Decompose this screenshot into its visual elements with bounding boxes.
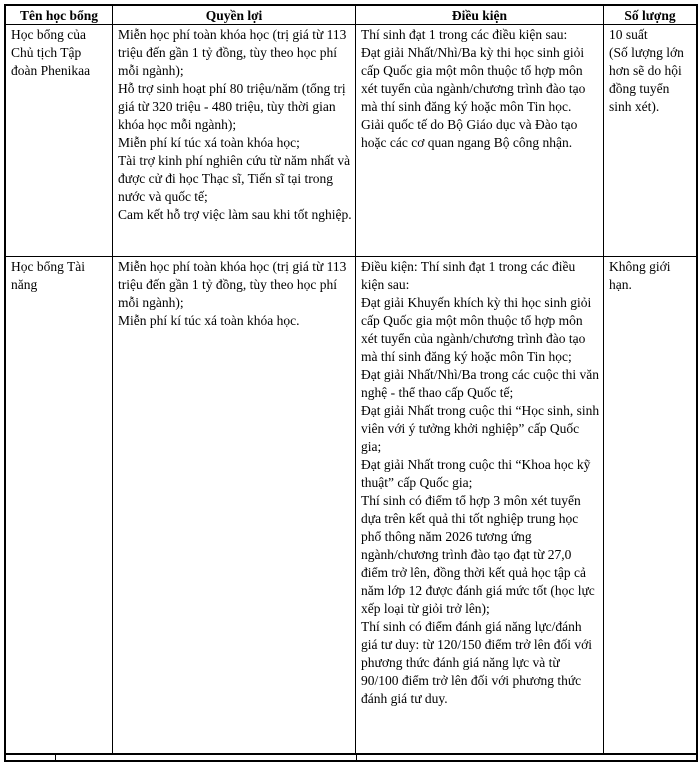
cell-quantity bbox=[604, 25, 696, 256]
cell-conditions bbox=[356, 25, 604, 256]
condition-item: Đạt giải Nhất trong cuộc thi “Học sinh, sinh viên với ý tưởng khởi nghiệp” cấp Quốc gia; bbox=[361, 403, 600, 454]
cell-benefits bbox=[113, 257, 356, 753]
header-conditions: Điều kiện bbox=[356, 6, 604, 24]
table-row-talent-scholarship bbox=[6, 257, 696, 755]
benefit-item: Hỗ trợ sinh hoạt phí 80 triệu/năm (tổng trị giá từ 320 triệu - 480 triệu, tùy thời gian khóa học mỗi ngành); bbox=[118, 81, 346, 132]
partial-row-divider bbox=[55, 755, 56, 760]
condition-item: Thí sinh có điểm tổ hợp 3 môn xét tuyển dựa trên kết quả thi tốt nghiệp trung học phổ thông năm 2026 tương ứng ngành/chương trình đào tạo đạt từ 27,0 điểm trở lên, đồng thời kết quả học tập cả năm lớp 12 được đánh giá mức tốt (học lực xếp loại từ giỏi trở lên); bbox=[361, 493, 595, 616]
cell-quantity bbox=[604, 257, 696, 753]
quantity-note: (Số lượng lớn hơn sẽ do hội đồng tuyển sinh xét). bbox=[609, 45, 684, 114]
condition-item: Đạt giải Nhất/Nhì/Ba kỳ thi học sinh giỏi cấp Quốc gia một môn thuộc tổ hợp môn xét tuyển của ngành/chương trình đào tạo mà thí sinh đăng ký hoặc môn Tin học. bbox=[361, 45, 586, 114]
benefit-item: Miễn phí kí túc xá toàn khóa học. bbox=[118, 313, 300, 328]
benefit-item: Tài trợ kinh phí nghiên cứu từ năm nhất và được cử đi học Thạc sĩ, Tiến sĩ tại trong nước và quốc tế; bbox=[118, 153, 351, 204]
scholarship-name-text: Học bổng Tài năng bbox=[11, 259, 85, 292]
condition-item: Đạt giải Nhất/Nhì/Ba trong các cuộc thi văn nghệ - thể thao cấp Quốc tế; bbox=[361, 367, 600, 400]
quantity-text: 10 suất bbox=[609, 27, 648, 42]
benefit-item: Miễn học phí toàn khóa học (trị giá từ 113 triệu đến gần 1 tỷ đồng, tùy theo học phí mỗi ngành); bbox=[118, 27, 347, 78]
scholarship-name-text: Học bổng của Chủ tịch Tập đoàn Phenikaa bbox=[11, 27, 91, 78]
benefit-item: Miễn học phí toàn khóa học (trị giá từ 113 triệu đến gần 1 tỷ đồng, tùy theo học phí mỗi ngành); bbox=[118, 259, 347, 310]
header-benefits: Quyền lợi bbox=[113, 6, 356, 24]
cell-benefits bbox=[113, 25, 356, 256]
condition-item: Thí sinh có điểm đánh giá năng lực/đánh giá tư duy: từ 120/150 điểm trở lên đối với phương thức đánh giá năng lực và từ 90/100 điểm trở lên đối với phương thức đánh giá tư duy. bbox=[361, 619, 593, 706]
quantity-text: Không giới hạn. bbox=[609, 259, 671, 292]
table-row-president-scholarship bbox=[6, 25, 696, 257]
condition-item: Đạt giải Khuyến khích kỳ thi học sinh giỏi cấp Quốc gia một môn thuộc tổ hợp môn xét tuyển của ngành/chương trình đào tạo mà thí sinh đăng ký hoặc môn Tin học; bbox=[361, 295, 592, 364]
table-header-row bbox=[6, 6, 696, 25]
header-scholarship-name: Tên học bổng bbox=[6, 6, 113, 24]
condition-item: Giải quốc tế do Bộ Giáo dục và Đào tạo hoặc các cơ quan ngang Bộ công nhận. bbox=[361, 117, 578, 150]
benefit-item: Cam kết hỗ trợ việc làm sau khi tốt nghiệp. bbox=[118, 207, 352, 222]
partial-row-divider bbox=[356, 755, 357, 760]
header-quantity: Số lượng bbox=[624, 7, 676, 23]
condition-item: Điều kiện: Thí sinh đạt 1 trong các điều kiện sau: bbox=[361, 259, 576, 292]
benefit-item: Miễn phí kí túc xá toàn khóa học; bbox=[118, 135, 300, 150]
cell-scholarship-name bbox=[6, 25, 113, 256]
cell-conditions bbox=[356, 257, 604, 753]
scholarship-table bbox=[4, 4, 698, 762]
condition-item: Đạt giải Nhất trong cuộc thi “Khoa học kỹ thuật” cấp Quốc gia; bbox=[361, 457, 591, 490]
cell-scholarship-name bbox=[6, 257, 113, 753]
condition-item: Thí sinh đạt 1 trong các điều kiện sau: bbox=[361, 27, 568, 42]
next-row-partial bbox=[6, 755, 696, 760]
